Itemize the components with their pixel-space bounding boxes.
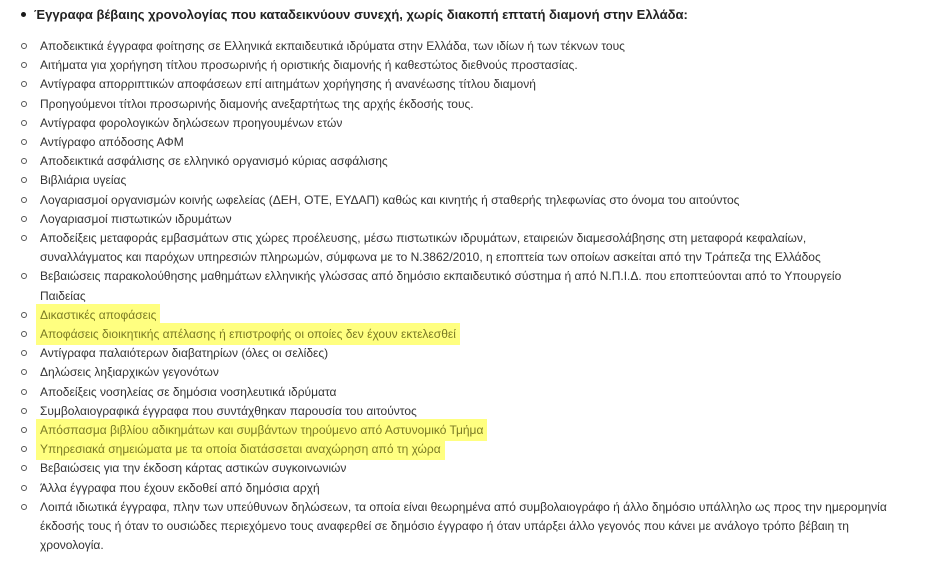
list-item <box>34 152 890 171</box>
list-item <box>34 56 890 75</box>
circle-bullet-icon <box>21 62 27 68</box>
list-item <box>34 479 890 498</box>
bullet-dot-icon <box>21 12 26 17</box>
list-item-text: Υπηρεσιακά σημειώματα με τα οποία διατάσσεται αναχώρηση από τη χώρα <box>40 442 441 457</box>
list-item-text: Δικαστικές αποφάσεις <box>40 307 157 322</box>
list-item <box>34 114 890 133</box>
list-item <box>34 210 890 229</box>
circle-bullet-icon <box>21 312 27 318</box>
circle-bullet-icon <box>21 43 27 49</box>
list-item <box>34 459 890 478</box>
circle-bullet-icon <box>21 197 27 203</box>
list-item <box>34 267 890 305</box>
circle-bullet-icon <box>21 485 27 491</box>
circle-bullet-icon <box>21 81 27 87</box>
list-item <box>34 383 890 402</box>
circle-bullet-icon <box>21 120 27 126</box>
circle-bullet-icon <box>21 273 27 279</box>
list-item-text: Αντίγραφα παλαιότερων διαβατηρίων (όλες οι σελίδες) <box>40 346 329 361</box>
highlighted-list-item <box>34 421 890 440</box>
list-item-text: Αποδεικτικά ασφάλισης σε ελληνικό οργανισμό κύριας ασφάλισης <box>40 154 388 169</box>
list-item-text: Αντίγραφο απόδοσης ΑΦΜ <box>40 135 184 150</box>
list-item-text: Αποδείξεις μεταφοράς εμβασμάτων στις χώρες προέλευσης, μέσω πιστωτικών ιδρυμάτων, εταιρειών διαμεσολάβησης στη μεταφορά κεφαλαίων, συναλλάγματος και παρόχων υπηρεσιών πληρωμών, σύμφωνα με το Ν.3862/2010, η εποπτεία των οποίων ασκείται από την Τράπεζα της Ελλάδος <box>40 231 821 265</box>
circle-bullet-icon <box>21 465 27 471</box>
circle-bullet-icon <box>21 446 27 452</box>
list-item-text: Λογαριασμοί πιστωτικών ιδρυμάτων <box>40 211 232 226</box>
list-item-text: Απόσπασμα βιβλίου αδικημάτων και συμβάντων τηρούμενο από Αστυνομικό Τμήμα <box>40 423 484 438</box>
list-item <box>34 363 890 382</box>
circle-bullet-icon <box>21 504 27 510</box>
list-item <box>34 402 890 421</box>
list-item <box>34 133 890 152</box>
highlighted-list-item <box>34 306 890 325</box>
list-item-text: Αποφάσεις διοικητικής απέλασης ή επιστροφής οι οποίες δεν έχουν εκτελεσθεί <box>40 327 456 342</box>
circle-bullet-icon <box>21 408 27 414</box>
list-item <box>34 344 890 363</box>
list-item-text: Αιτήματα για χορήγηση τίτλου προσωρινής ή οριστικής διαμονής ή καθεστώτος διεθνούς προστασίας. <box>40 58 578 73</box>
highlighted-list-item <box>34 325 890 344</box>
circle-bullet-icon <box>21 158 27 164</box>
circle-bullet-icon <box>21 101 27 107</box>
list-item-text: Βεβαιώσεις για την έκδοση κάρτας αστικών συγκοινωνιών <box>40 461 347 476</box>
list-item-text: Βιβλιάρια υγείας <box>40 173 127 188</box>
circle-bullet-icon <box>21 369 27 375</box>
list-item <box>34 191 890 210</box>
list-item-text: Λοιπά ιδιωτικά έγγραφα, πλην των υπεύθυνων δηλώσεων, τα οποία είναι θεωρημένα από συμβολαιογράφο ή άλλο δημόσιο υπάλληλο ως προς την ημερομηνία έκδοσής τους ή όταν το ουσιώδες περιεχόμενο τους αναφερθεί σε δημόσιο έγγραφο ή όταν υπάρξει άλλο γεγονός που κάνει με ανάλογο τρόπο βέβαιη τη χρονολογία. <box>40 499 887 553</box>
list-item-text: Αντίγραφα φορολογικών δηλώσεων προηγουμένων ετών <box>40 115 343 130</box>
list-item-text: Βεβαιώσεις παρακολούθησης μαθημάτων ελληνικής γλώσσας από δημόσιο εκπαιδευτικό σύστημα ή από Ν.Π.Ι.Δ. που εποπτεύονται από το Υπουργείο Παιδείας <box>40 269 842 303</box>
list-item <box>34 229 890 267</box>
circle-bullet-icon <box>21 331 27 337</box>
list-item-text: Δηλώσεις ληξιαρχικών γεγονότων <box>40 365 219 380</box>
circle-bullet-icon <box>21 177 27 183</box>
documents-list <box>34 37 925 555</box>
list-item-text: Λογαριασμοί οργανισμών κοινής ωφελείας (ΔΕΗ, ΟΤΕ, ΕΥΔΑΠ) καθώς και κινητής ή σταθερής τηλεφωνίας στο όνομα του αιτούντος <box>40 192 740 207</box>
list-item <box>34 95 890 114</box>
highlighted-list-item <box>34 440 890 459</box>
circle-bullet-icon <box>21 235 27 241</box>
list-item <box>34 75 890 94</box>
list-item-text: Αποδείξεις νοσηλείας σε δημόσια νοσηλευτικά ιδρύματα <box>40 384 337 399</box>
circle-bullet-icon <box>21 139 27 145</box>
section-heading: Έγγραφα βέβαιης χρονολογίας που καταδεικνύουν συνεχή, χωρίς διακοπή επτατή διαμονή στην Ελλάδα: <box>34 7 688 22</box>
list-item-text: Συμβολαιογραφικά έγγραφα που συντάχθηκαν παρουσία του αιτούντος <box>40 403 417 418</box>
circle-bullet-icon <box>21 216 27 222</box>
list-item-text: Προηγούμενοι τίτλοι προσωρινής διαμονής ανεξαρτήτως της αρχής έκδοσής τους. <box>40 96 474 111</box>
list-item <box>34 171 890 190</box>
list-item <box>34 498 890 556</box>
circle-bullet-icon <box>21 389 27 395</box>
circle-bullet-icon <box>21 350 27 356</box>
list-item-text: Αποδεικτικά έγγραφα φοίτησης σε Ελληνικά εκπαιδευτικά ιδρύματα στην Ελλάδα, των ιδίων ή των τέκνων τους <box>40 39 625 53</box>
list-item-text: Αντίγραφα απορριπτικών αποφάσεων επί αιτημάτων χορήγησης ή ανανέωσης τίτλου διαμονή <box>40 77 536 92</box>
circle-bullet-icon <box>21 427 27 433</box>
list-item <box>34 37 890 56</box>
list-item-text: Άλλα έγγραφα που έχουν εκδοθεί από δημόσια αρχή <box>40 480 320 495</box>
